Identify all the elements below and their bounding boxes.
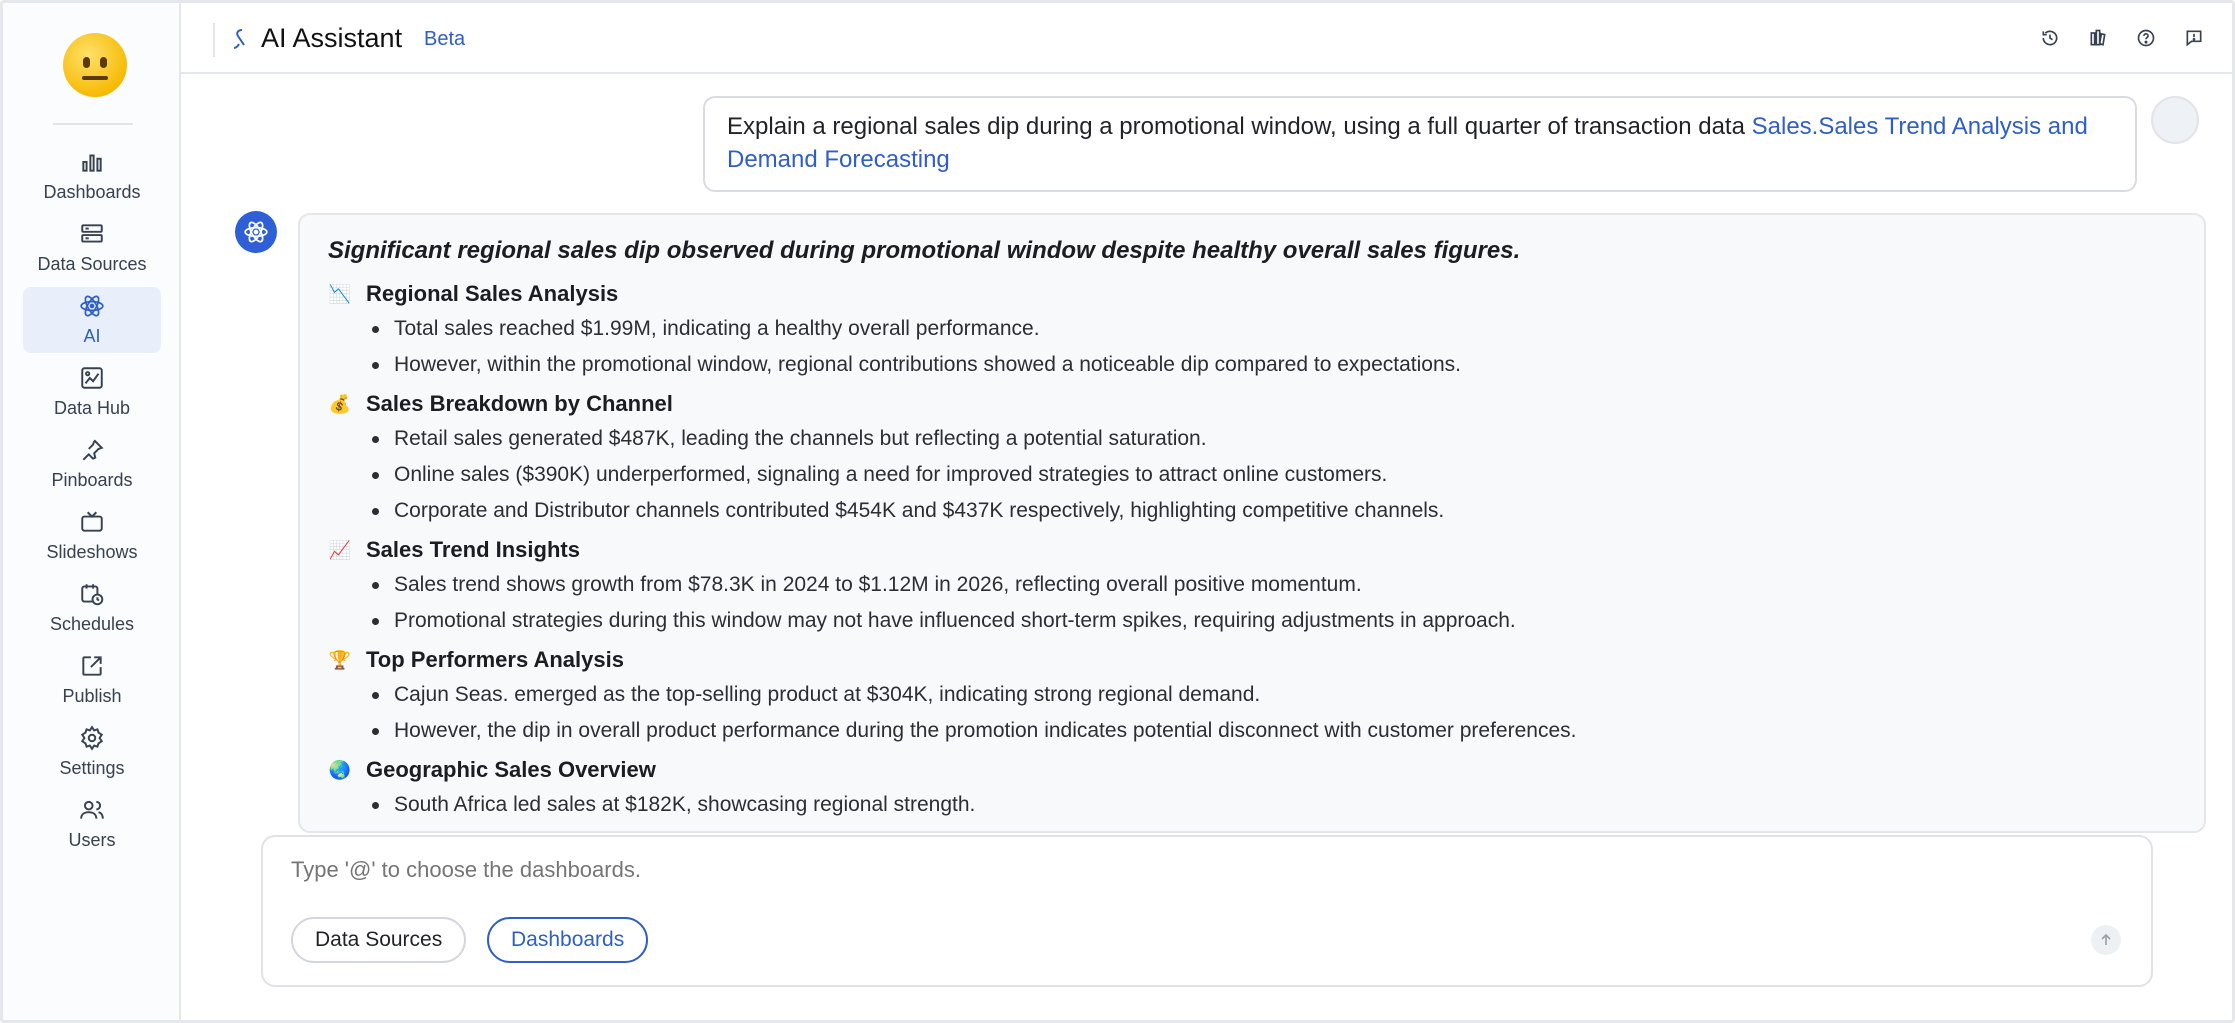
- history-icon[interactable]: [2040, 28, 2060, 48]
- sidebar-item-publish[interactable]: [23, 647, 161, 713]
- sidebar-item-label: Users: [68, 830, 116, 850]
- list-item: Retail sales generated $487K, leading the channels but reflecting a potential saturation.: [368, 421, 2176, 457]
- list-item: However, the dip in overall product performance during the promotion indicates potential disconnect with customer preferences.: [368, 713, 2176, 749]
- chart-up-icon: 📈: [328, 539, 352, 560]
- list-item: However, within the promotional window, regional contributions showed a noticeable dip compared to expectations.: [368, 347, 2176, 383]
- list-item: Corporate and Distributor channels contributed $454K and $437K respectively, highlighting competitive channels.: [368, 493, 2176, 529]
- header: [181, 3, 2232, 74]
- dashboards-chip[interactable]: Dashboards: [487, 917, 648, 963]
- answer-section: [328, 535, 2176, 639]
- send-button[interactable]: [2091, 925, 2121, 955]
- chat-composer: [261, 835, 2153, 987]
- sidebar-item-label: Slideshows: [46, 542, 138, 562]
- atom-icon: [243, 219, 269, 245]
- library-icon[interactable]: [2088, 28, 2108, 48]
- user-message: [703, 96, 2137, 192]
- sidebar-item-ai[interactable]: [23, 287, 161, 353]
- share-icon: [79, 653, 105, 679]
- image-chart-icon: [79, 365, 105, 391]
- money-bag-icon: 💰: [328, 393, 352, 414]
- tv-icon: [79, 509, 105, 535]
- sidebar-item-label: Data Hub: [53, 398, 131, 418]
- list-item: Cajun Seas. emerged as the top-selling product at $304K, indicating strong regional demand.: [368, 677, 2176, 713]
- answer-section: [328, 279, 2176, 383]
- assistant-answer: [298, 213, 2206, 833]
- sidebar-item-label: Pinboards: [51, 470, 133, 490]
- ai-assistant-icon: [228, 26, 250, 52]
- answer-section: [328, 645, 2176, 749]
- header-actions: [2040, 28, 2204, 48]
- beta-badge: Beta: [424, 28, 466, 50]
- answer-section: [328, 389, 2176, 529]
- section-heading: Geographic Sales Overview: [366, 757, 656, 782]
- page-title: AI Assistant: [261, 23, 403, 53]
- pin-icon: [79, 437, 105, 463]
- sidebar-item-users[interactable]: [23, 791, 161, 857]
- logo-emoji: [63, 33, 127, 97]
- list-item: Total sales reached $1.99M, indicating a healthy overall performance.: [368, 311, 2176, 347]
- chart-down-icon: 📉: [328, 283, 352, 304]
- section-heading: Sales Breakdown by Channel: [366, 391, 673, 416]
- globe-icon: 🌏: [328, 759, 352, 780]
- header-divider: [213, 23, 215, 57]
- sidebar-item-schedules[interactable]: [23, 575, 161, 641]
- database-icon: [79, 221, 105, 247]
- list-item: Sales trend shows growth from $78.3K in 2024 to $1.12M in 2026, reflecting overall positive momentum.: [368, 567, 2176, 603]
- list-item: Promotional strategies during this window may not have influenced short-term spikes, requiring adjustments in approach.: [368, 603, 2176, 639]
- sidebar-item-label: Data Sources: [37, 254, 147, 274]
- list-item: South Africa led sales at $182K, showcasing regional strength.: [368, 787, 2176, 823]
- section-heading: Sales Trend Insights: [366, 537, 580, 562]
- sidebar: [3, 3, 181, 1023]
- sidebar-item-label: Settings: [59, 758, 125, 778]
- section-heading: Regional Sales Analysis: [366, 281, 619, 306]
- bar-chart-icon: [79, 149, 105, 175]
- arrow-up-icon: [2099, 933, 2113, 947]
- calendar-clock-icon: [79, 581, 105, 607]
- sidebar-nav: [3, 143, 181, 863]
- section-heading: Top Performers Analysis: [366, 647, 624, 672]
- help-icon[interactable]: [2136, 28, 2156, 48]
- users-icon: [79, 797, 105, 823]
- chat-input[interactable]: [291, 857, 1991, 883]
- sidebar-item-label: Schedules: [49, 614, 135, 634]
- data-sources-chip[interactable]: Data Sources: [291, 917, 466, 963]
- sidebar-item-settings[interactable]: [23, 719, 161, 785]
- atom-icon: [79, 293, 105, 319]
- user-avatar: [2151, 96, 2199, 144]
- datasource-link[interactable]: Sales.Sales Trend Analysis and Demand Forecasting: [727, 113, 2088, 173]
- answer-title: Significant regional sales dip observed during promotional window despite healthy overall sales figures.: [328, 237, 1521, 264]
- sidebar-item-label: AI: [83, 326, 101, 346]
- list-item: Online sales ($390K) underperformed, signaling a need for improved strategies to attract online customers.: [368, 457, 2176, 493]
- sidebar-item-label: Dashboards: [43, 182, 141, 202]
- user-message-text: Explain a regional sales dip during a promotional window, using a full quarter of transaction data: [727, 113, 1752, 140]
- sidebar-item-data-hub[interactable]: [23, 359, 161, 425]
- answer-section: [328, 755, 2176, 823]
- sidebar-item-slideshows[interactable]: [23, 503, 161, 569]
- sidebar-item-pinboards[interactable]: [23, 431, 161, 497]
- trophy-icon: 🏆: [328, 649, 352, 670]
- gear-icon: [79, 725, 105, 751]
- sidebar-item-data-sources[interactable]: [23, 215, 161, 281]
- feedback-icon[interactable]: [2184, 28, 2204, 48]
- sidebar-item-dashboards[interactable]: [23, 143, 161, 209]
- assistant-avatar: [235, 211, 277, 253]
- sidebar-item-label: Publish: [62, 686, 122, 706]
- sidebar-divider: [53, 123, 133, 125]
